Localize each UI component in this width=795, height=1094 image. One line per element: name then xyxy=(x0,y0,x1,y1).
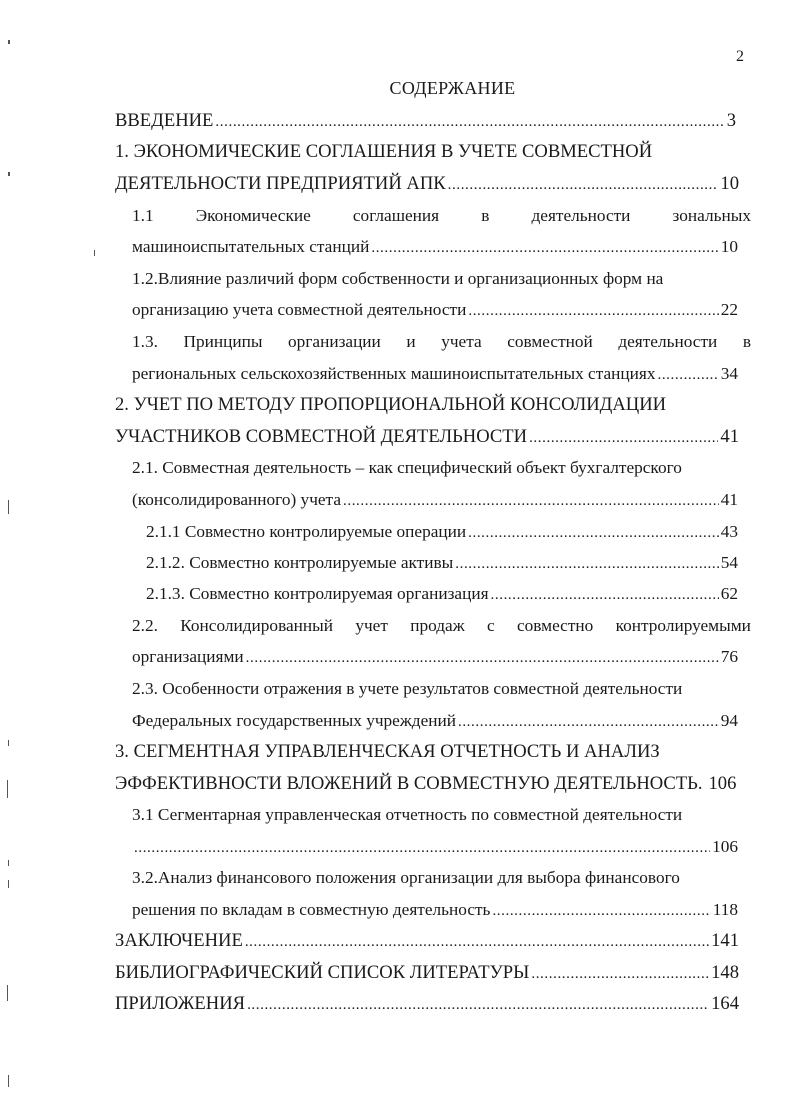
toc-entry-text: организацию учета совместной деятельности xyxy=(132,300,467,319)
page-title: СОДЕРЖАНИЕ xyxy=(389,78,516,98)
leader-dots xyxy=(343,486,719,516)
toc-entry-text: ЗАКЛЮЧЕНИЕ xyxy=(115,930,243,951)
toc-entry-page: 141 xyxy=(711,930,739,951)
toc-entry-bibliography[interactable] xyxy=(115,958,739,988)
toc-entry-page: 118 xyxy=(712,900,738,919)
toc-word: зональных xyxy=(672,206,751,225)
toc-entry-text: 2.1.2. Совместно контролируемые активы xyxy=(146,553,454,572)
toc-entry-page: 41 xyxy=(720,426,739,447)
toc-entry-text: УЧАСТНИКОВ СОВМЕСТНОЙ ДЕЯТЕЛЬНОСТИ xyxy=(115,426,528,447)
leader-dots xyxy=(455,549,718,579)
leader-dots xyxy=(491,580,719,610)
leader-dots xyxy=(468,518,719,548)
toc-word: 1.1 xyxy=(132,206,154,225)
toc-section-2-1-3[interactable] xyxy=(146,579,738,609)
toc-word: продаж xyxy=(410,616,465,635)
toc-entry-page: 3 xyxy=(726,110,736,131)
toc-section-1-3-cont[interactable] xyxy=(132,359,738,389)
toc-word: с xyxy=(486,616,495,635)
leader-dots xyxy=(247,990,709,1020)
toc-entry-conclusion[interactable] xyxy=(115,926,739,956)
toc-entry-text: ВВЕДЕНИЕ xyxy=(115,110,214,131)
toc-entry-text: 3. СЕГМЕНТНАЯ УПРАВЛЕНЧЕСКАЯ ОТЧЕТНОСТЬ И АНАЛИЗ xyxy=(115,741,660,762)
toc-word: организации xyxy=(288,332,381,351)
toc-entry-appendices[interactable] xyxy=(115,989,739,1019)
toc-entry-text: организациями xyxy=(132,647,244,666)
toc-word: в xyxy=(481,206,490,225)
toc-word: и xyxy=(406,332,416,351)
toc-entry-text: 3.1 Сегментарная управленческая отчетность по совместной деятельности xyxy=(132,805,683,824)
page-number: 2 xyxy=(736,48,744,65)
toc-entry-page: 106 xyxy=(712,837,738,856)
toc-section-2-3[interactable] xyxy=(132,674,751,704)
toc-entry-page: 54 xyxy=(720,553,738,572)
toc-chapter-1-title[interactable] xyxy=(115,137,755,167)
leader-dots xyxy=(246,643,719,673)
toc-entry-page: 22 xyxy=(720,300,738,319)
scan-artifact xyxy=(8,500,9,514)
toc-word: Консолидированный xyxy=(180,616,334,635)
toc-entry-text: БИБЛИОГРАФИЧЕСКИЙ СПИСОК ЛИТЕРАТУРЫ xyxy=(115,962,530,983)
toc-entry-text: 1. ЭКОНОМИЧЕСКИЕ СОГЛАШЕНИЯ В УЧЕТЕ СОВМЕСТНОЙ xyxy=(115,141,653,162)
toc-section-2-2-cont[interactable] xyxy=(132,642,738,672)
toc-section-2-2[interactable] xyxy=(132,611,751,641)
leader-dots xyxy=(468,296,718,326)
toc-entry-text: 1.2.Влияние различий форм собственности и организационных форм на xyxy=(132,269,664,288)
toc-entry-text: 2.3. Особенности отражения в учете результатов совместной деятельности xyxy=(132,679,683,698)
scan-artifact xyxy=(8,40,10,44)
toc-word: деятельности xyxy=(531,206,631,225)
scan-artifact xyxy=(8,1075,9,1087)
toc-entry-text: решения по вкладам в совместную деятельность xyxy=(132,900,491,919)
leader-dots xyxy=(458,707,719,737)
toc-word: 1.3. xyxy=(132,332,158,351)
toc-word: 2.2. xyxy=(132,616,158,635)
toc-word: Экономические xyxy=(195,206,311,225)
toc-word: деятельности xyxy=(618,332,718,351)
toc-entry-page: 34 xyxy=(720,364,738,383)
leader-dots xyxy=(529,423,718,453)
toc-section-3-2-cont[interactable] xyxy=(132,895,738,925)
leader-dots xyxy=(215,107,724,137)
toc-chapter-1-title-cont[interactable] xyxy=(115,169,739,199)
toc-section-3-1[interactable] xyxy=(132,800,751,830)
toc-word: в xyxy=(742,332,751,351)
toc-entry-text: ЭФФЕКТИВНОСТИ ВЛОЖЕНИЙ В СОВМЕСТНУЮ ДЕЯТЕЛЬНОСТЬ. xyxy=(115,773,703,794)
toc-entry-page: 43 xyxy=(720,522,738,541)
scan-artifact xyxy=(7,780,8,798)
toc-entry-text: 3.2.Анализ финансового положения организации для выбора финансового xyxy=(132,868,680,887)
toc-entry-page: 106 xyxy=(708,773,737,794)
toc-section-1-2-cont[interactable] xyxy=(132,295,738,325)
toc-section-1-1[interactable] xyxy=(132,201,751,231)
scan-artifact xyxy=(8,860,9,866)
toc-entry-page: 94 xyxy=(720,711,738,730)
toc-entry-page: 62 xyxy=(720,584,738,603)
toc-entry-page: 10 xyxy=(720,173,739,194)
toc-entry-page: 164 xyxy=(711,993,739,1014)
leader-dots xyxy=(531,959,709,989)
toc-entry-text: Федеральных государственных учреждений xyxy=(132,711,456,730)
scan-artifact xyxy=(8,172,10,176)
toc-section-1-1-cont[interactable] xyxy=(132,232,738,262)
toc-section-3-2[interactable] xyxy=(132,863,751,893)
toc-word: учет xyxy=(355,616,388,635)
toc-entry-text: 2. УЧЕТ ПО МЕТОДУ ПРОПОРЦИОНАЛЬНОЙ КОНСОЛИДАЦИИ xyxy=(115,394,667,415)
scan-artifact xyxy=(94,250,95,256)
toc-chapter-3-title[interactable] xyxy=(115,737,755,767)
toc-entry-text: региональных сельскохозяйственных машиноиспытательных станциях xyxy=(132,364,656,383)
toc-word: совместной xyxy=(507,332,593,351)
toc-entry-page: 148 xyxy=(711,962,739,983)
toc-entry-text: (консолидированного) учета xyxy=(132,490,341,509)
toc-section-1-3[interactable] xyxy=(132,327,751,357)
toc-entry-text: 2.1.1 Совместно контролируемые операции xyxy=(146,522,467,541)
toc-word: контролируемыми xyxy=(615,616,751,635)
toc-section-1-2[interactable] xyxy=(132,264,751,294)
toc-entry-page: 76 xyxy=(720,647,738,666)
toc-word: учета xyxy=(441,332,482,351)
toc-word: Принципы xyxy=(183,332,263,351)
toc-word: совместно xyxy=(516,616,594,635)
toc-entry-page: 10 xyxy=(720,237,738,256)
toc-entry-text: ПРИЛОЖЕНИЯ xyxy=(115,993,246,1014)
scan-artifact xyxy=(7,985,8,1001)
toc-entry-text: машиноиспытательных станций xyxy=(132,237,370,256)
toc-chapter-2-title[interactable] xyxy=(115,390,755,420)
toc-entry-page: 41 xyxy=(720,490,738,509)
toc-entry-text: 2.1. Совместная деятельность – как специфический объект бухгалтерского xyxy=(132,458,682,477)
leader-dots xyxy=(448,170,719,200)
toc-chapter-3-title-cont[interactable] xyxy=(115,769,739,799)
leader-dots xyxy=(657,360,718,390)
scan-artifact xyxy=(8,740,9,746)
leader-dots xyxy=(245,927,709,957)
toc-section-2-1[interactable] xyxy=(132,453,751,483)
toc-chapter-2-title-cont[interactable] xyxy=(115,422,739,452)
leader-dots xyxy=(371,233,718,263)
toc-section-2-3-cont[interactable] xyxy=(132,706,738,736)
toc-section-2-1-cont[interactable] xyxy=(132,485,738,515)
leader-dots xyxy=(134,833,710,863)
toc-section-2-1-2[interactable] xyxy=(146,548,738,578)
toc-entry-text: ДЕЯТЕЛЬНОСТИ ПРЕДПРИЯТИЙ АПК xyxy=(115,173,446,194)
toc-section-2-1-1[interactable] xyxy=(146,517,738,547)
scan-artifact xyxy=(8,880,9,888)
toc-entry-text: 2.1.3. Совместно контролируемая организация xyxy=(146,584,489,603)
toc-section-3-1-cont[interactable] xyxy=(132,832,738,862)
leader-dots xyxy=(492,896,710,926)
toc-entry-introduction[interactable] xyxy=(115,106,736,136)
toc-word: соглашения xyxy=(352,206,440,225)
